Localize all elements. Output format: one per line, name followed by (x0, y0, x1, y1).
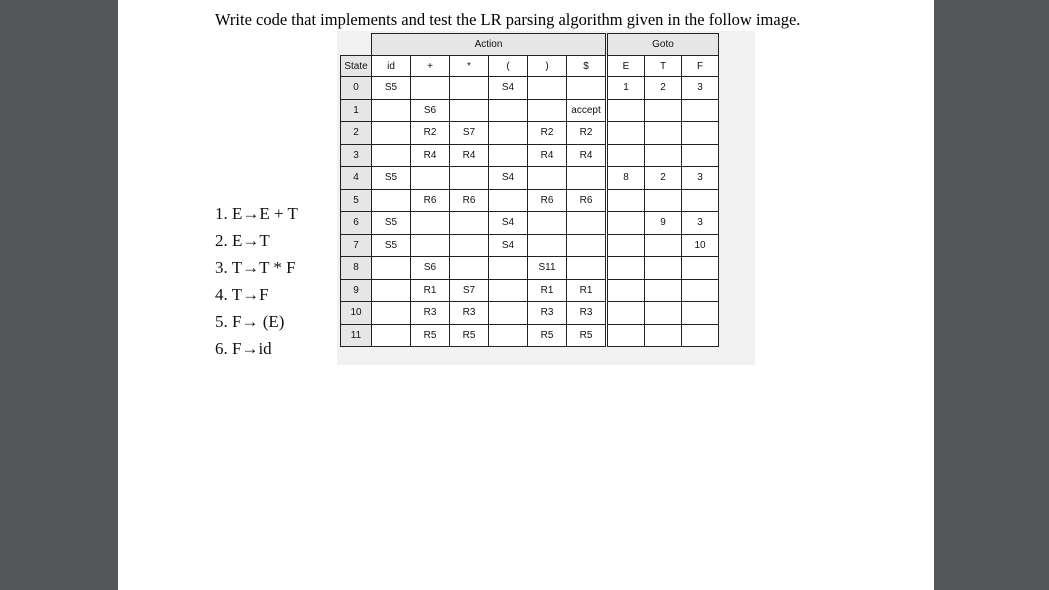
state-cell: 10 (341, 302, 372, 325)
cell-lparen (489, 279, 528, 302)
cell-goto-E: 1 (607, 77, 645, 100)
blank-corner (341, 34, 372, 56)
cell-rparen: R6 (528, 189, 567, 212)
cell-goto-F: 3 (682, 212, 719, 235)
state-cell: 3 (341, 144, 372, 167)
cell-plus: R1 (411, 279, 450, 302)
cell-star: S7 (450, 122, 489, 145)
cell-id (372, 302, 411, 325)
header-star: * (450, 56, 489, 77)
cell-rparen (528, 99, 567, 122)
cell-star (450, 234, 489, 257)
state-cell: 7 (341, 234, 372, 257)
table-row (341, 324, 719, 347)
cell-id: S5 (372, 167, 411, 190)
cell-goto-E (607, 257, 645, 280)
cell-plus: S6 (411, 257, 450, 280)
cell-dollar (567, 257, 607, 280)
cell-lparen (489, 257, 528, 280)
grammar-rule: 2. E→T (215, 231, 270, 250)
cell-lparen (489, 189, 528, 212)
cell-id: S5 (372, 234, 411, 257)
cell-goto-F (682, 257, 719, 280)
cell-plus: R2 (411, 122, 450, 145)
header-rparen: ) (528, 56, 567, 77)
cell-goto-T (645, 257, 682, 280)
cell-goto-T (645, 122, 682, 145)
table-row (341, 234, 719, 257)
cell-dollar: R5 (567, 324, 607, 347)
cell-goto-F: 3 (682, 167, 719, 190)
cell-rparen: R1 (528, 279, 567, 302)
cell-plus: R3 (411, 302, 450, 325)
cell-star: R5 (450, 324, 489, 347)
cell-star: S7 (450, 279, 489, 302)
cell-lparen (489, 144, 528, 167)
cell-dollar: R4 (567, 144, 607, 167)
cell-plus (411, 77, 450, 100)
cell-dollar (567, 212, 607, 235)
cell-rparen (528, 212, 567, 235)
table-row (341, 212, 719, 235)
cell-goto-F: 3 (682, 77, 719, 100)
cell-lparen (489, 122, 528, 145)
cell-id: S5 (372, 212, 411, 235)
cell-id (372, 122, 411, 145)
cell-goto-T: 2 (645, 167, 682, 190)
cell-goto-T (645, 279, 682, 302)
cell-goto-F (682, 144, 719, 167)
table-row (341, 122, 719, 145)
cell-star: R3 (450, 302, 489, 325)
header-id: id (372, 56, 411, 77)
cell-lparen: S4 (489, 212, 528, 235)
cell-rparen: R2 (528, 122, 567, 145)
cell-lparen (489, 99, 528, 122)
goto-group-header: Goto (607, 34, 719, 56)
cell-star: R4 (450, 144, 489, 167)
cell-plus (411, 234, 450, 257)
cell-goto-E (607, 302, 645, 325)
cell-goto-E (607, 234, 645, 257)
cell-goto-T (645, 302, 682, 325)
table-row (341, 99, 719, 122)
cell-rparen: R5 (528, 324, 567, 347)
cell-rparen: S11 (528, 257, 567, 280)
cell-lparen (489, 302, 528, 325)
grammar-rule: 1. E→E + T (215, 204, 298, 223)
state-cell: 9 (341, 279, 372, 302)
state-cell: 4 (341, 167, 372, 190)
cell-id (372, 257, 411, 280)
grammar-rule: 3. T→T * F (215, 258, 296, 277)
header-plus: + (411, 56, 450, 77)
cell-id (372, 144, 411, 167)
table-row (341, 279, 719, 302)
state-cell: 0 (341, 77, 372, 100)
table-row (341, 189, 719, 212)
cell-id (372, 279, 411, 302)
cell-plus: R5 (411, 324, 450, 347)
cell-rparen (528, 167, 567, 190)
cell-dollar (567, 234, 607, 257)
lr-parse-table (340, 33, 719, 347)
cell-plus (411, 167, 450, 190)
state-cell: 6 (341, 212, 372, 235)
grammar-rule: 5. F→ (E) (215, 312, 285, 331)
table-row (341, 257, 719, 280)
table-row (341, 302, 719, 325)
state-cell: 1 (341, 99, 372, 122)
cell-plus (411, 212, 450, 235)
cell-plus: S6 (411, 99, 450, 122)
cell-goto-T (645, 324, 682, 347)
cell-star (450, 212, 489, 235)
column-header-row (341, 56, 719, 77)
cell-plus: R4 (411, 144, 450, 167)
cell-dollar: accept (567, 99, 607, 122)
parse-table-figure (337, 31, 755, 365)
action-group-header: Action (372, 34, 607, 56)
cell-goto-E (607, 122, 645, 145)
cell-lparen (489, 324, 528, 347)
state-cell: 2 (341, 122, 372, 145)
group-header-row (341, 34, 719, 56)
header-E: E (607, 56, 645, 77)
cell-id (372, 99, 411, 122)
cell-goto-E: 8 (607, 167, 645, 190)
header-lparen: ( (489, 56, 528, 77)
cell-goto-T (645, 234, 682, 257)
table-row (341, 144, 719, 167)
header-T: T (645, 56, 682, 77)
cell-id (372, 189, 411, 212)
cell-lparen: S4 (489, 234, 528, 257)
question-prompt: Write code that implements and test the LR parsing algorithm given in the follow image. (215, 10, 801, 29)
cell-plus: R6 (411, 189, 450, 212)
cell-star (450, 77, 489, 100)
cell-goto-F (682, 189, 719, 212)
cell-goto-F (682, 324, 719, 347)
grammar-rule: 6. F→id (215, 339, 272, 358)
cell-goto-E (607, 189, 645, 212)
cell-rparen (528, 77, 567, 100)
cell-goto-T (645, 99, 682, 122)
cell-goto-T (645, 189, 682, 212)
cell-goto-E (607, 212, 645, 235)
grammar-rules (215, 200, 298, 362)
table-row (341, 77, 719, 100)
cell-goto-F: 10 (682, 234, 719, 257)
document-page (118, 0, 934, 590)
header-state: State (341, 56, 372, 77)
cell-goto-E (607, 144, 645, 167)
cell-goto-F (682, 302, 719, 325)
cell-star (450, 99, 489, 122)
cell-star: R6 (450, 189, 489, 212)
cell-goto-E (607, 99, 645, 122)
cell-goto-E (607, 279, 645, 302)
header-dollar: $ (567, 56, 607, 77)
state-cell: 11 (341, 324, 372, 347)
table-row (341, 167, 719, 190)
cell-lparen: S4 (489, 167, 528, 190)
header-F: F (682, 56, 719, 77)
state-cell: 5 (341, 189, 372, 212)
cell-lparen: S4 (489, 77, 528, 100)
cell-goto-F (682, 122, 719, 145)
cell-dollar: R1 (567, 279, 607, 302)
cell-goto-T: 9 (645, 212, 682, 235)
cell-goto-F (682, 99, 719, 122)
cell-dollar: R2 (567, 122, 607, 145)
cell-id: S5 (372, 77, 411, 100)
cell-goto-T: 2 (645, 77, 682, 100)
cell-star (450, 167, 489, 190)
cell-goto-E (607, 324, 645, 347)
cell-goto-F (682, 279, 719, 302)
cell-dollar (567, 167, 607, 190)
cell-star (450, 257, 489, 280)
cell-goto-T (645, 144, 682, 167)
cell-dollar: R3 (567, 302, 607, 325)
cell-rparen: R4 (528, 144, 567, 167)
state-cell: 8 (341, 257, 372, 280)
cell-dollar: R6 (567, 189, 607, 212)
cell-rparen: R3 (528, 302, 567, 325)
cell-id (372, 324, 411, 347)
cell-dollar (567, 77, 607, 100)
grammar-rule: 4. T→F (215, 285, 269, 304)
cell-rparen (528, 234, 567, 257)
